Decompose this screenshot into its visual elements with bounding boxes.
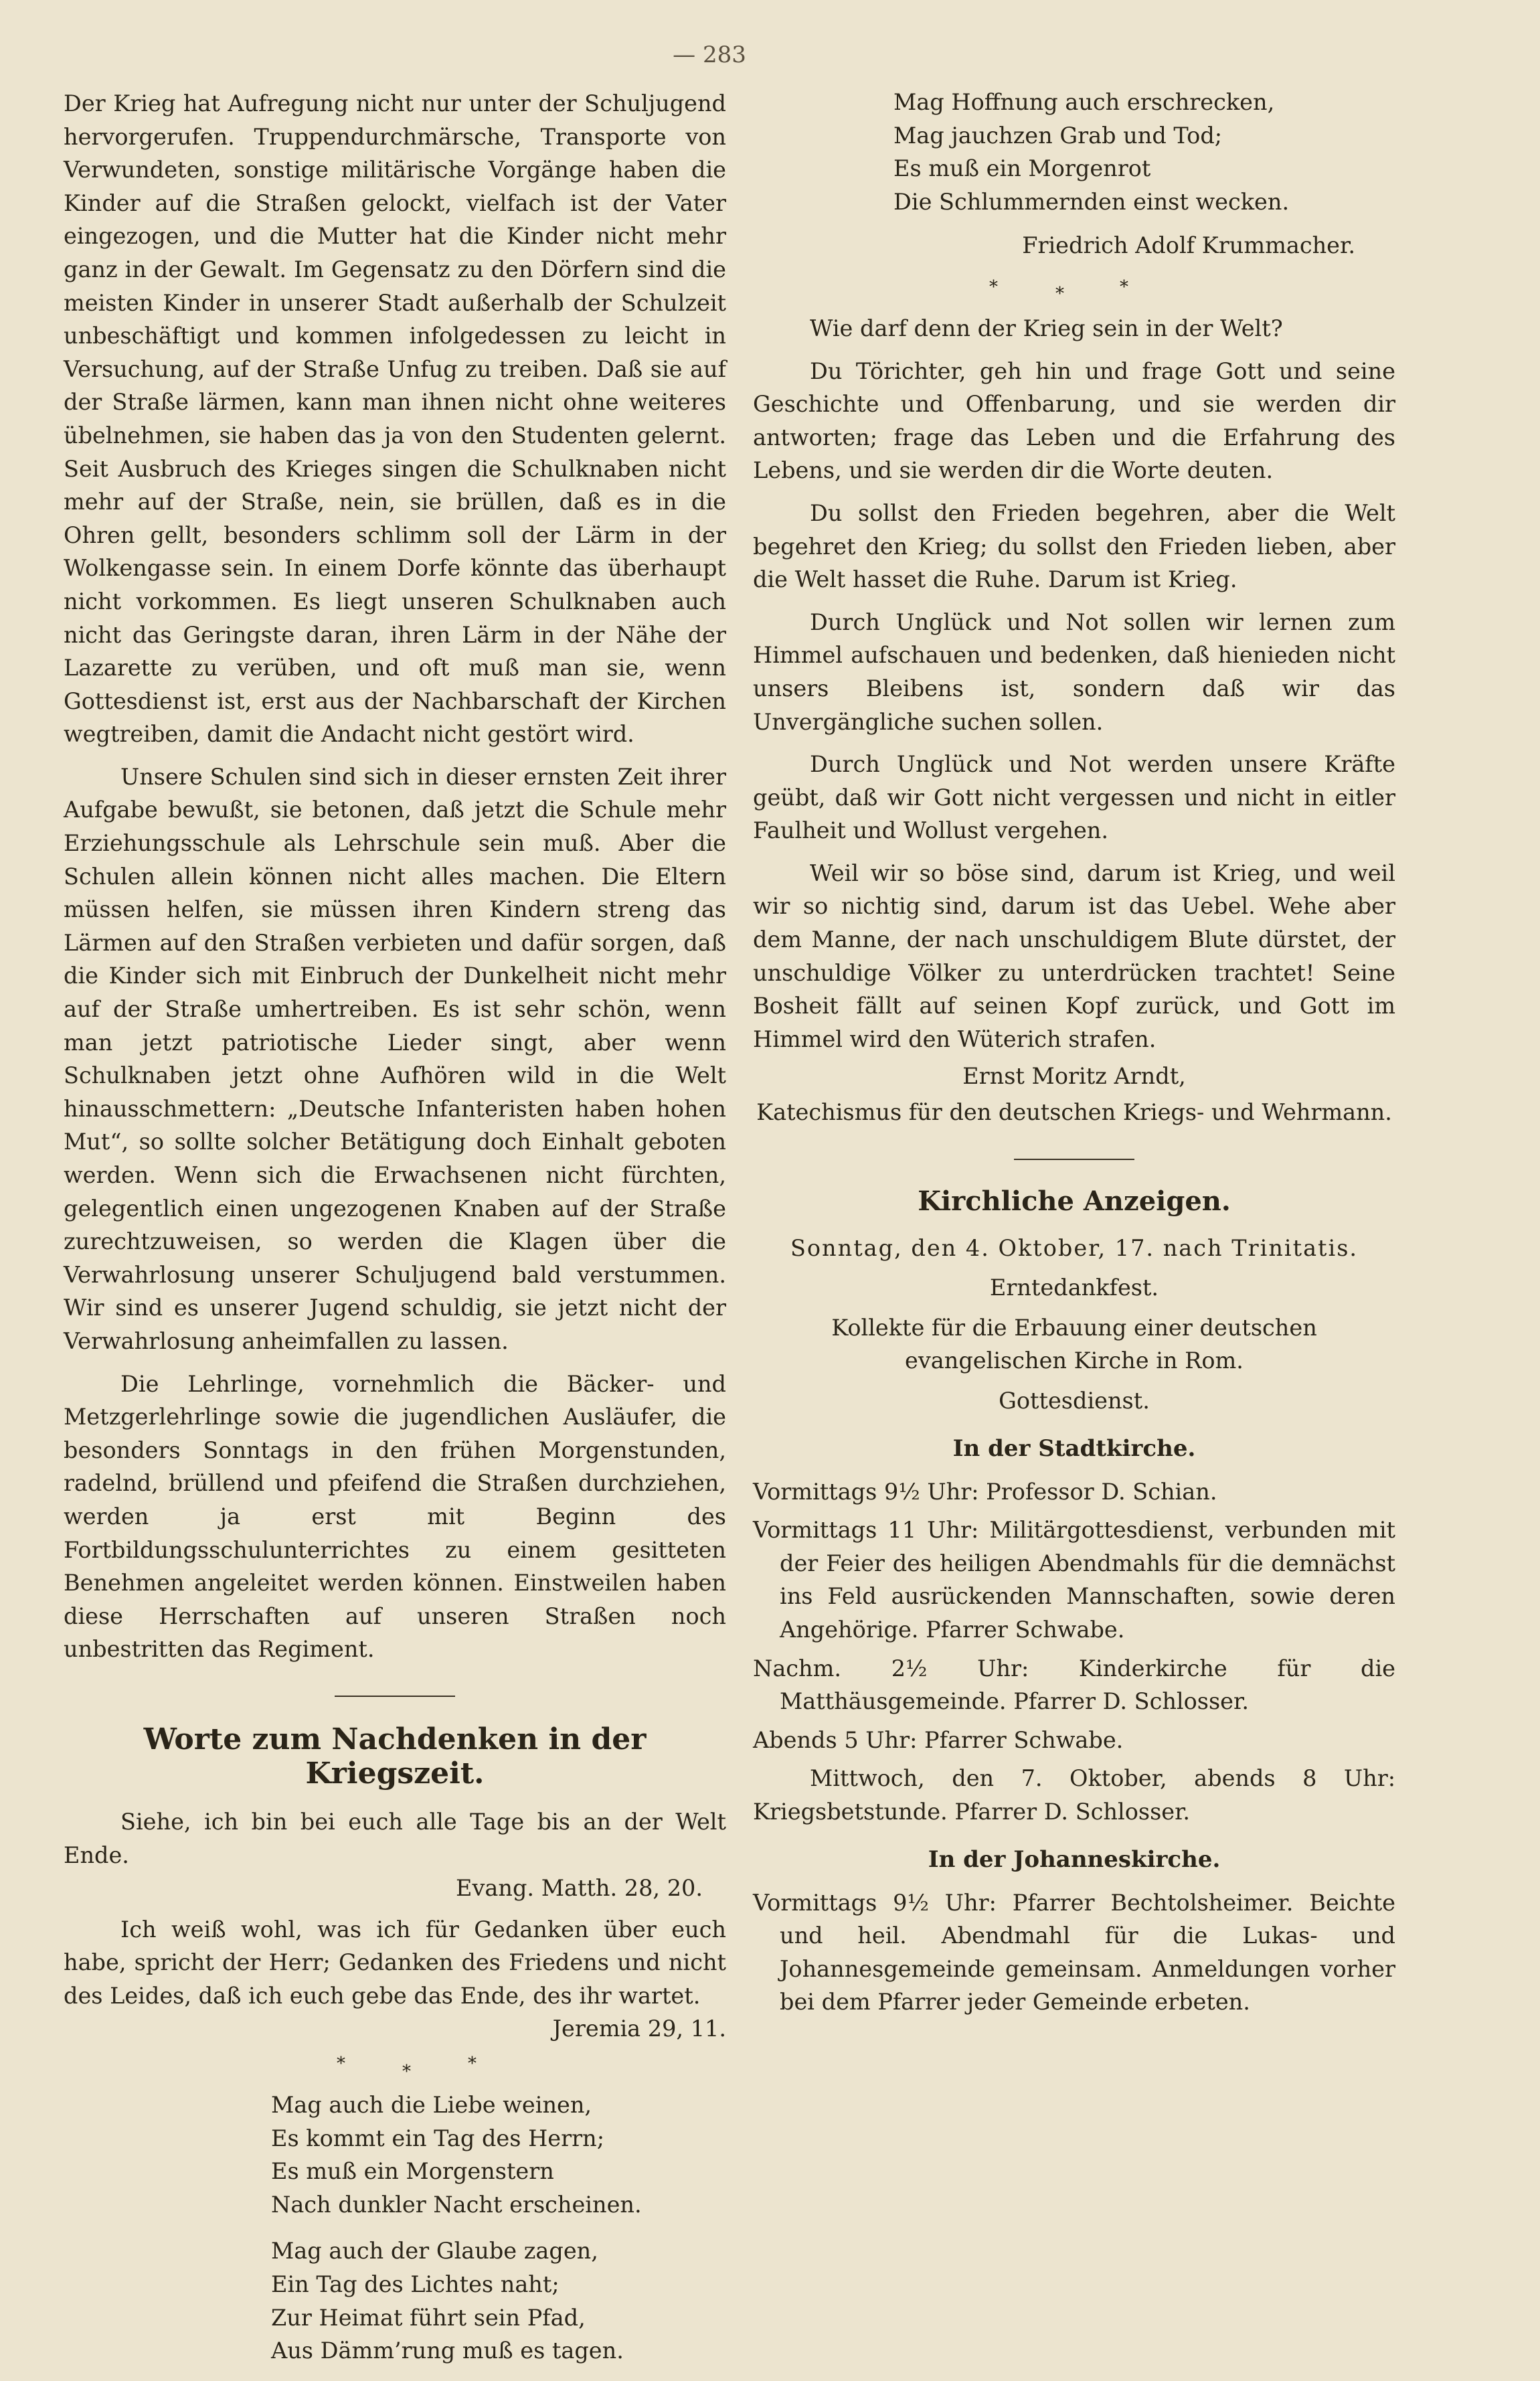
poem-line: Ein Tag des Lichtes naht; [271,2271,560,2298]
bible-quote: Ich weiß wohl, was ich für Gedanken über euch habe, spricht der Herr; Gedanken des Friedens und nicht des Leides, daß ich euch gebe das Ende, des ihr wartet. [64,1916,726,2009]
ornament-star: * [1055,283,1064,304]
catechism-paragraph: Weil wir so böse sind, darum ist Krieg, und weil wir so nichtig sind, darum ist das Uebel. Wehe aber dem Manne, der nach unschuldigem Blute dürstet, der unschuldige Völker zu unterdrücken trachtet! Seine Bosheit fällt auf seinen Kopf zurück, und Gott im Himmel wird den Wüterich strafen. [753,859,1395,1052]
page-number: — 283 [673,42,746,68]
weekday-service: Mittwoch, den 7. Oktober, abends 8 Uhr: Kriegsbetstunde. Pfarrer D. Schlosser. [753,1765,1395,1825]
bible-reference: Jeremia 29, 11. [552,2016,726,2042]
poem-line: Mag Hoffnung auch erschrecken, [893,89,1275,115]
article-paragraph: Der Krieg hat Aufregung nicht nur unter der Schuljugend hervorgerufen. Truppendurchmärsche, Transporte von Verwundeten, sonstige militärische Vorgänge haben die Kinder auf die Straßen gelockt, vielfach ist der Vater eingezogen, und die Mutter hat die Kinder nicht mehr ganz in der Gewalt. Im Gegensatz zu den Dörfern sind die meisten Kinder in unserer Stadt außerhalb der Schulzeit unbeschäftigt und kommen infolgedessen zu leicht in Versuchung, auf der Straße Unfug zu treiben. Daß sie auf der Straße lärmen, kann man ihnen nicht ohne weiteres übelnehmen, sie haben das ja von den Studenten gelernt. Seit Ausbruch des Krieges singen die Schulknaben nicht mehr auf der Straße, nein, sie brüllen, daß es in die Ohren gellt, besonders schlimm soll der Lärm in der Wolkengasse sein. In einem Dorfe könnte das überhaupt nicht vorkommen. Es liegt unseren Schulknaben auch nicht das Geringste daran, ihren Lärm in der Nähe der Lazarette zu verüben, und oft muß man sie, wenn Gottesdienst ist, erst aus der Nachbarschaft der Kirchen wegtreiben, damit die Andacht nicht gestört wird. [64,90,726,748]
ornament-star: * [989,276,998,297]
poem-line: Mag jauchzen Grab und Tod; [893,122,1223,149]
date-line: Sonntag, den 4. Oktober, 17. nach Trinitatis. [790,1234,1359,1261]
catechism-paragraph: Durch Unglück und Not werden unsere Kräfte geübt, daß wir Gott nicht vergessen und nicht in eitler Faulheit und Wollust vergehen. [753,751,1395,844]
collection-note: Kollekte für die Erbauung einer deutschen evangelischen Kirche in Rom. [831,1314,1317,1374]
catechism-paragraph: Durch Unglück und Not sollen wir lernen zum Himmel aufschauen und bedenken, daß hienieden nicht unsers Bleibens ist, sondern daß wir das Unvergängliche suchen sollen. [753,608,1395,735]
section-divider [1014,1159,1134,1160]
church-heading: In der Stadtkirche. [952,1434,1196,1462]
service-entry: Abends 5 Uhr: Pfarrer Schwabe. [753,1726,1124,1753]
asterism [64,2048,726,2088]
service-entry: Vormittags 9½ Uhr: Professor D. Schian. [753,1478,1217,1505]
service-label: Gottesdienst. [999,1388,1150,1414]
poem-line: Es muß ein Morgenrot [893,155,1151,182]
ornament-star: * [1120,276,1128,297]
poem-line: Aus Dämm’rung muß es tagen. [271,2337,624,2364]
poem-line: Die Schlummernden einst wecken. [893,188,1290,215]
ornament-star: * [468,2054,477,2074]
ornament-star: * [402,2062,411,2082]
left-column [64,87,726,2381]
service-entry: Vormittags 9½ Uhr: Pfarrer Bechtolsheimer. Beichte und heil. Abendmahl für die Lukas- und Johannesgemeinde gemeinsam. Anmeldungen vorher bei dem Pfarrer jeder Gemeinde erbeten. [753,1889,1395,2016]
bible-quote: Siehe, ich bin bei euch alle Tage bis an der Welt Ende. [64,1808,726,1868]
service-entry: Nachm. 2½ Uhr: Kinderkirche für die Matthäusgemeinde. Pfarrer D. Schlosser. [753,1655,1395,1715]
poem-author: Friedrich Adolf Krummacher. [1022,232,1355,259]
author-source: Katechismus für den deutschen Kriegs- und Wehrmann. [756,1099,1392,1126]
poem-stanza [271,2234,726,2367]
section-heading: Kirchliche Anzeigen. [918,1185,1231,1217]
service-entry: Vormittags 11 Uhr: Militärgottesdienst, verbunden mit der Feier des heiligen Abendmahls für die demnächst ins Feld ausrückenden Mannschaften, sowie deren Angehörige. Pfarrer Schwabe. [753,1517,1395,1643]
right-column [753,87,1395,2024]
author-name: Ernst Moritz Arndt, [962,1063,1186,1090]
poem-line: Nach dunkler Nacht erscheinen. [271,2191,642,2218]
section-heading: Worte zum Nachdenken in der Kriegszeit. [143,1722,647,1791]
poem-stanza [893,86,1395,218]
question-line: Wie darf denn der Krieg sein in der Welt? [810,315,1283,341]
church-heading: In der Johanneskirche. [928,1845,1221,1873]
festival-name: Erntedankfest. [989,1275,1159,1301]
bible-reference: Evang. Matth. 28, 20. [456,1875,703,1902]
poem-line: Mag auch die Liebe weinen, [271,2092,592,2119]
asterism [753,262,1395,303]
catechism-paragraph: Du Törichter, geh hin und frage Gott und seine Geschichte und Offenbarung, und sie werden dir antworten; frage das Leben und die Erfahrung des Lebens, und sie werden dir die Worte deuten. [753,357,1395,484]
ornament-star: * [337,2054,345,2074]
poem-line: Zur Heimat führt sein Pfad, [271,2304,586,2331]
article-paragraph: Die Lehrlinge, vornehmlich die Bäcker- und Metzgerlehrlinge sowie die jugendlichen Ausläufer, die besonders Sonntags in den frühen Morgenstunden, radelnd, brüllend und pfeifend die Straßen durchziehen, werden ja erst mit Beginn des Fortbildungsschulunterrichtes zu einem gesitteten Benehmen angeleitet werden können. Einstweilen haben diese Herrschaften auf unseren Straßen noch unbestritten das Regiment. [64,1370,726,1663]
poem-stanza [271,2088,726,2221]
poem-line: Es kommt ein Tag des Herrn; [271,2125,605,2151]
poem-line: Es muß ein Morgenstern [271,2158,554,2185]
catechism-paragraph: Du sollst den Frieden begehren, aber die Welt begehret den Krieg; du sollst den Frieden lieben, aber die Welt hasset die Ruhe. Darum ist Krieg. [753,499,1395,593]
section-divider [335,1696,455,1697]
article-paragraph: Unsere Schulen sind sich in dieser ernsten Zeit ihrer Aufgabe bewußt, sie betonen, daß jetzt die Schule mehr Erziehungsschule als Lehrschule sein muß. Aber die Schulen allein können nicht alles machen. Die Eltern müssen helfen, sie müssen ihren Kindern streng das Lärmen auf den Straßen verbieten und dafür sorgen, daß die Kinder sich mit Einbruch der Dunkelheit nicht mehr auf der Straße umhertreiben. Es ist sehr schön, wenn man jetzt patriotische Lieder singt, aber wenn Schulknaben jetzt ohne Aufhören wild in die Welt hinausschmettern: „Deutsche Infanteristen haben hohen Mut“, so sollte solcher Betätigung doch Einhalt geboten werden. Wenn sich die Erwachsenen nicht fürchten, gelegentlich einen ungezogenen Knaben auf der Straße zurechtzuweisen, so werden die Klagen über die Verwahrlosung unserer Schuljugend bald verstummen. Wir sind es unserer Jugend schuldig, sie jetzt nicht der Verwahrlosung anheimfallen zu lassen. [64,763,726,1354]
poem-line: Mag auch der Glaube zagen, [271,2238,598,2265]
